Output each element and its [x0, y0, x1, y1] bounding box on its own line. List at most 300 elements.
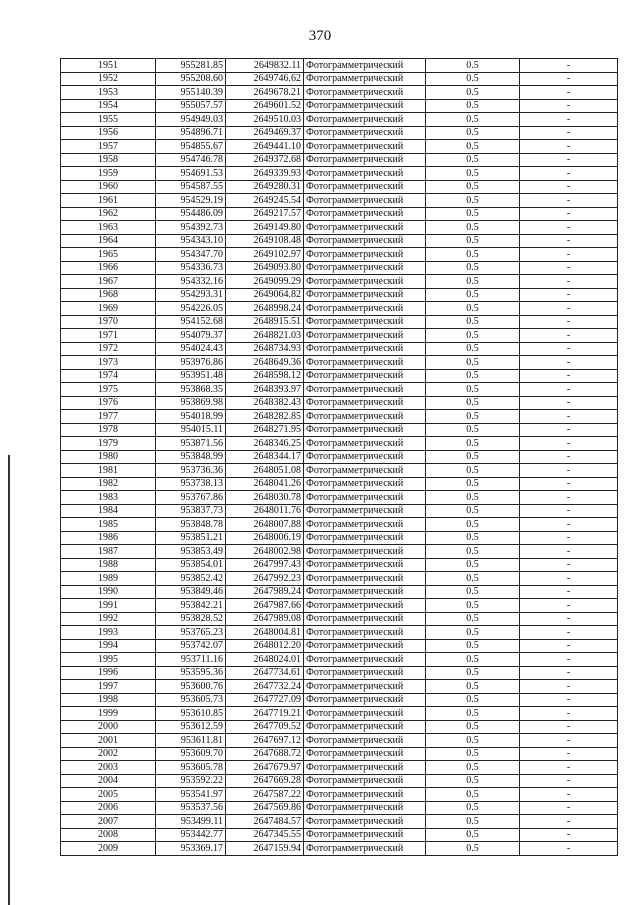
y-coordinate-cell: 2649093.80: [226, 261, 304, 275]
note-cell: -: [520, 626, 618, 640]
note-cell: -: [520, 761, 618, 775]
method-cell: Фотограмметрический: [304, 275, 426, 289]
note-cell: -: [520, 531, 618, 545]
precision-cell: 0.5: [426, 315, 520, 329]
table-row: [61, 788, 618, 802]
x-coordinate-cell: 953442.77: [156, 828, 226, 842]
precision-cell: 0.5: [426, 288, 520, 302]
precision-cell: 0.5: [426, 491, 520, 505]
note-cell: -: [520, 599, 618, 613]
point-number-cell: 1988: [61, 558, 156, 572]
x-coordinate-cell: 953736.36: [156, 464, 226, 478]
y-coordinate-cell: 2649372.68: [226, 153, 304, 167]
y-coordinate-cell: 2649245.54: [226, 194, 304, 208]
x-coordinate-cell: 953828.52: [156, 612, 226, 626]
note-cell: -: [520, 815, 618, 829]
table-row: [61, 207, 618, 221]
point-number-cell: 2005: [61, 788, 156, 802]
x-coordinate-cell: 953611.81: [156, 734, 226, 748]
precision-cell: 0.5: [426, 828, 520, 842]
method-cell: Фотограмметрический: [304, 167, 426, 181]
point-number-cell: 1959: [61, 167, 156, 181]
note-cell: -: [520, 477, 618, 491]
point-number-cell: 1977: [61, 410, 156, 424]
precision-cell: 0.5: [426, 680, 520, 694]
precision-cell: 0.5: [426, 275, 520, 289]
x-coordinate-cell: 953612.59: [156, 720, 226, 734]
method-cell: Фотограмметрический: [304, 477, 426, 491]
table-row: [61, 437, 618, 451]
note-cell: -: [520, 437, 618, 451]
method-cell: Фотограмметрический: [304, 774, 426, 788]
precision-cell: 0.5: [426, 558, 520, 572]
note-cell: -: [520, 329, 618, 343]
table-row: [61, 774, 618, 788]
x-coordinate-cell: 954529.19: [156, 194, 226, 208]
precision-cell: 0.5: [426, 747, 520, 761]
method-cell: Фотограмметрический: [304, 221, 426, 235]
x-coordinate-cell: 954746.78: [156, 153, 226, 167]
note-cell: -: [520, 113, 618, 127]
precision-cell: 0.5: [426, 788, 520, 802]
table-row: [61, 653, 618, 667]
point-number-cell: 1976: [61, 396, 156, 410]
precision-cell: 0.5: [426, 518, 520, 532]
precision-cell: 0.5: [426, 180, 520, 194]
precision-cell: 0.5: [426, 221, 520, 235]
x-coordinate-cell: 953600.76: [156, 680, 226, 694]
table-row: [61, 666, 618, 680]
table-row: [61, 234, 618, 248]
x-coordinate-cell: 954896.71: [156, 126, 226, 140]
y-coordinate-cell: 2649099.29: [226, 275, 304, 289]
table-row: [61, 72, 618, 86]
point-number-cell: 2000: [61, 720, 156, 734]
y-coordinate-cell: 2648598.12: [226, 369, 304, 383]
x-coordinate-cell: 953742.07: [156, 639, 226, 653]
table-row: [61, 612, 618, 626]
note-cell: -: [520, 612, 618, 626]
precision-cell: 0.5: [426, 477, 520, 491]
note-cell: -: [520, 450, 618, 464]
y-coordinate-cell: 2647719.21: [226, 707, 304, 721]
x-coordinate-cell: 955057.57: [156, 99, 226, 113]
table-row: [61, 707, 618, 721]
method-cell: Фотограмметрический: [304, 450, 426, 464]
note-cell: -: [520, 342, 618, 356]
precision-cell: 0.5: [426, 639, 520, 653]
method-cell: Фотограмметрический: [304, 288, 426, 302]
table-row: [61, 369, 618, 383]
point-number-cell: 1993: [61, 626, 156, 640]
x-coordinate-cell: 954392.73: [156, 221, 226, 235]
table-row: [61, 59, 618, 73]
point-number-cell: 2004: [61, 774, 156, 788]
x-coordinate-cell: 953871.56: [156, 437, 226, 451]
precision-cell: 0.5: [426, 126, 520, 140]
precision-cell: 0.5: [426, 329, 520, 343]
method-cell: Фотограмметрический: [304, 720, 426, 734]
precision-cell: 0.5: [426, 572, 520, 586]
y-coordinate-cell: 2647989.24: [226, 585, 304, 599]
table-row: [61, 180, 618, 194]
y-coordinate-cell: 2647727.09: [226, 693, 304, 707]
y-coordinate-cell: 2648915.51: [226, 315, 304, 329]
precision-cell: 0.5: [426, 140, 520, 154]
method-cell: Фотограмметрический: [304, 356, 426, 370]
table-row: [61, 140, 618, 154]
y-coordinate-cell: 2649469.37: [226, 126, 304, 140]
table-row: [61, 572, 618, 586]
method-cell: Фотограмметрический: [304, 248, 426, 262]
point-number-cell: 1955: [61, 113, 156, 127]
x-coordinate-cell: 954015.11: [156, 423, 226, 437]
page-number: 370: [308, 28, 332, 44]
note-cell: -: [520, 207, 618, 221]
method-cell: Фотограмметрический: [304, 99, 426, 113]
coordinates-table-body: [61, 59, 618, 856]
x-coordinate-cell: 954024.43: [156, 342, 226, 356]
note-cell: -: [520, 639, 618, 653]
table-row: [61, 261, 618, 275]
y-coordinate-cell: 2647992.23: [226, 572, 304, 586]
method-cell: Фотограмметрический: [304, 302, 426, 316]
note-cell: -: [520, 734, 618, 748]
note-cell: -: [520, 666, 618, 680]
x-coordinate-cell: 954691.53: [156, 167, 226, 181]
table-row: [61, 558, 618, 572]
precision-cell: 0.5: [426, 234, 520, 248]
method-cell: Фотограмметрический: [304, 680, 426, 694]
table-row: [61, 693, 618, 707]
precision-cell: 0.5: [426, 356, 520, 370]
table-row: [61, 288, 618, 302]
note-cell: -: [520, 99, 618, 113]
y-coordinate-cell: 2647669.28: [226, 774, 304, 788]
x-coordinate-cell: 953851.21: [156, 531, 226, 545]
y-coordinate-cell: 2648030.78: [226, 491, 304, 505]
note-cell: -: [520, 842, 618, 856]
precision-cell: 0.5: [426, 585, 520, 599]
precision-cell: 0.5: [426, 248, 520, 262]
y-coordinate-cell: 2647688.72: [226, 747, 304, 761]
table-row: [61, 815, 618, 829]
point-number-cell: 1954: [61, 99, 156, 113]
table-row: [61, 720, 618, 734]
x-coordinate-cell: 955140.39: [156, 86, 226, 100]
precision-cell: 0.5: [426, 86, 520, 100]
y-coordinate-cell: 2649064.82: [226, 288, 304, 302]
method-cell: Фотограмметрический: [304, 531, 426, 545]
note-cell: -: [520, 140, 618, 154]
x-coordinate-cell: 953605.73: [156, 693, 226, 707]
method-cell: Фотограмметрический: [304, 572, 426, 586]
table-row: [61, 126, 618, 140]
table-row: [61, 450, 618, 464]
table-row: [61, 275, 618, 289]
note-cell: -: [520, 288, 618, 302]
point-number-cell: 1998: [61, 693, 156, 707]
x-coordinate-cell: 954293.31: [156, 288, 226, 302]
precision-cell: 0.5: [426, 504, 520, 518]
table-row: [61, 396, 618, 410]
point-number-cell: 2003: [61, 761, 156, 775]
method-cell: Фотограмметрический: [304, 396, 426, 410]
y-coordinate-cell: 2647997.43: [226, 558, 304, 572]
precision-cell: 0.5: [426, 612, 520, 626]
table-row: [61, 383, 618, 397]
table-row: [61, 99, 618, 113]
point-number-cell: 2009: [61, 842, 156, 856]
x-coordinate-cell: 954486.09: [156, 207, 226, 221]
point-number-cell: 1983: [61, 491, 156, 505]
x-coordinate-cell: 953605.78: [156, 761, 226, 775]
method-cell: Фотограмметрический: [304, 828, 426, 842]
note-cell: -: [520, 518, 618, 532]
point-number-cell: 2002: [61, 747, 156, 761]
method-cell: Фотограмметрический: [304, 842, 426, 856]
table-row: [61, 599, 618, 613]
note-cell: -: [520, 693, 618, 707]
x-coordinate-cell: 953868.35: [156, 383, 226, 397]
method-cell: Фотограмметрический: [304, 518, 426, 532]
method-cell: Фотограмметрический: [304, 464, 426, 478]
precision-cell: 0.5: [426, 383, 520, 397]
precision-cell: 0.5: [426, 423, 520, 437]
note-cell: -: [520, 315, 618, 329]
x-coordinate-cell: 953848.78: [156, 518, 226, 532]
table-row: [61, 585, 618, 599]
table-row: [61, 356, 618, 370]
precision-cell: 0.5: [426, 761, 520, 775]
table-row: [61, 464, 618, 478]
x-coordinate-cell: 953848.99: [156, 450, 226, 464]
x-coordinate-cell: 954336.73: [156, 261, 226, 275]
method-cell: Фотограмметрический: [304, 72, 426, 86]
x-coordinate-cell: 954587.55: [156, 180, 226, 194]
y-coordinate-cell: 2648006.19: [226, 531, 304, 545]
table-row: [61, 113, 618, 127]
precision-cell: 0.5: [426, 59, 520, 73]
x-coordinate-cell: 953541.97: [156, 788, 226, 802]
y-coordinate-cell: 2648011.76: [226, 504, 304, 518]
y-coordinate-cell: 2647345.55: [226, 828, 304, 842]
note-cell: -: [520, 545, 618, 559]
note-cell: -: [520, 504, 618, 518]
point-number-cell: 1974: [61, 369, 156, 383]
table-row: [61, 153, 618, 167]
x-coordinate-cell: 953842.21: [156, 599, 226, 613]
table-row: [61, 86, 618, 100]
method-cell: Фотограмметрический: [304, 410, 426, 424]
method-cell: Фотограмметрический: [304, 788, 426, 802]
precision-cell: 0.5: [426, 261, 520, 275]
point-number-cell: 1973: [61, 356, 156, 370]
method-cell: Фотограмметрический: [304, 545, 426, 559]
x-coordinate-cell: 953592.22: [156, 774, 226, 788]
y-coordinate-cell: 2647732.24: [226, 680, 304, 694]
table-row: [61, 167, 618, 181]
x-coordinate-cell: 953609.70: [156, 747, 226, 761]
x-coordinate-cell: 954343.10: [156, 234, 226, 248]
method-cell: Фотограмметрический: [304, 113, 426, 127]
y-coordinate-cell: 2647709.52: [226, 720, 304, 734]
y-coordinate-cell: 2647679.97: [226, 761, 304, 775]
y-coordinate-cell: 2649441.10: [226, 140, 304, 154]
y-coordinate-cell: 2649339.93: [226, 167, 304, 181]
y-coordinate-cell: 2648002.98: [226, 545, 304, 559]
method-cell: Фотограмметрический: [304, 153, 426, 167]
precision-cell: 0.5: [426, 410, 520, 424]
table-row: [61, 423, 618, 437]
x-coordinate-cell: 953837.73: [156, 504, 226, 518]
note-cell: -: [520, 194, 618, 208]
precision-cell: 0.5: [426, 437, 520, 451]
precision-cell: 0.5: [426, 653, 520, 667]
precision-cell: 0.5: [426, 734, 520, 748]
method-cell: Фотограмметрический: [304, 815, 426, 829]
note-cell: -: [520, 86, 618, 100]
method-cell: Фотограмметрический: [304, 180, 426, 194]
point-number-cell: 1992: [61, 612, 156, 626]
point-number-cell: 1995: [61, 653, 156, 667]
x-coordinate-cell: 953765.23: [156, 626, 226, 640]
point-number-cell: 1966: [61, 261, 156, 275]
point-number-cell: 1956: [61, 126, 156, 140]
note-cell: -: [520, 126, 618, 140]
method-cell: Фотограмметрический: [304, 612, 426, 626]
precision-cell: 0.5: [426, 113, 520, 127]
note-cell: -: [520, 180, 618, 194]
table-row: [61, 491, 618, 505]
y-coordinate-cell: 2648821.03: [226, 329, 304, 343]
y-coordinate-cell: 2648007.88: [226, 518, 304, 532]
method-cell: Фотограмметрический: [304, 86, 426, 100]
y-coordinate-cell: 2649217.57: [226, 207, 304, 221]
precision-cell: 0.5: [426, 531, 520, 545]
note-cell: -: [520, 410, 618, 424]
table-row: [61, 477, 618, 491]
x-coordinate-cell: 955208.60: [156, 72, 226, 86]
point-number-cell: 1965: [61, 248, 156, 262]
y-coordinate-cell: 2649832.11: [226, 59, 304, 73]
note-cell: -: [520, 234, 618, 248]
x-coordinate-cell: 954855.67: [156, 140, 226, 154]
table-row: [61, 545, 618, 559]
precision-cell: 0.5: [426, 99, 520, 113]
table-row: [61, 531, 618, 545]
table-row: [61, 842, 618, 856]
note-cell: -: [520, 369, 618, 383]
y-coordinate-cell: 2648282.85: [226, 410, 304, 424]
table-row: [61, 626, 618, 640]
point-number-cell: 1979: [61, 437, 156, 451]
method-cell: Фотограмметрический: [304, 653, 426, 667]
point-number-cell: 2007: [61, 815, 156, 829]
note-cell: -: [520, 383, 618, 397]
method-cell: Фотограмметрический: [304, 707, 426, 721]
method-cell: Фотограмметрический: [304, 140, 426, 154]
y-coordinate-cell: 2647697.12: [226, 734, 304, 748]
y-coordinate-cell: 2648346.25: [226, 437, 304, 451]
point-number-cell: 1958: [61, 153, 156, 167]
x-coordinate-cell: 954152.68: [156, 315, 226, 329]
x-coordinate-cell: 953369.17: [156, 842, 226, 856]
precision-cell: 0.5: [426, 545, 520, 559]
point-number-cell: 1994: [61, 639, 156, 653]
table-row: [61, 801, 618, 815]
y-coordinate-cell: 2648344.17: [226, 450, 304, 464]
note-cell: -: [520, 261, 618, 275]
point-number-cell: 1951: [61, 59, 156, 73]
point-number-cell: 1980: [61, 450, 156, 464]
precision-cell: 0.5: [426, 207, 520, 221]
note-cell: -: [520, 464, 618, 478]
method-cell: Фотограмметрический: [304, 126, 426, 140]
point-number-cell: 1987: [61, 545, 156, 559]
method-cell: Фотограмметрический: [304, 383, 426, 397]
x-coordinate-cell: 954018.99: [156, 410, 226, 424]
point-number-cell: 1986: [61, 531, 156, 545]
method-cell: Фотограмметрический: [304, 491, 426, 505]
point-number-cell: 1961: [61, 194, 156, 208]
precision-cell: 0.5: [426, 693, 520, 707]
y-coordinate-cell: 2648271.95: [226, 423, 304, 437]
y-coordinate-cell: 2648012.20: [226, 639, 304, 653]
point-number-cell: 1969: [61, 302, 156, 316]
point-number-cell: 1953: [61, 86, 156, 100]
note-cell: -: [520, 153, 618, 167]
y-coordinate-cell: 2649280.31: [226, 180, 304, 194]
x-coordinate-cell: 953852.42: [156, 572, 226, 586]
method-cell: Фотограмметрический: [304, 626, 426, 640]
point-number-cell: 1981: [61, 464, 156, 478]
point-number-cell: 1990: [61, 585, 156, 599]
note-cell: -: [520, 558, 618, 572]
y-coordinate-cell: 2649601.52: [226, 99, 304, 113]
precision-cell: 0.5: [426, 464, 520, 478]
precision-cell: 0.5: [426, 801, 520, 815]
method-cell: Фотограмметрический: [304, 423, 426, 437]
method-cell: Фотограмметрический: [304, 261, 426, 275]
point-number-cell: 1978: [61, 423, 156, 437]
table-row: [61, 248, 618, 262]
point-number-cell: 1957: [61, 140, 156, 154]
x-coordinate-cell: 953976.86: [156, 356, 226, 370]
method-cell: Фотограмметрический: [304, 315, 426, 329]
method-cell: Фотограмметрический: [304, 585, 426, 599]
table-row: [61, 315, 618, 329]
precision-cell: 0.5: [426, 153, 520, 167]
precision-cell: 0.5: [426, 842, 520, 856]
precision-cell: 0.5: [426, 342, 520, 356]
point-number-cell: 1989: [61, 572, 156, 586]
note-cell: -: [520, 572, 618, 586]
method-cell: Фотограмметрический: [304, 761, 426, 775]
method-cell: Фотограмметрический: [304, 801, 426, 815]
note-cell: -: [520, 221, 618, 235]
note-cell: -: [520, 720, 618, 734]
point-number-cell: 1999: [61, 707, 156, 721]
y-coordinate-cell: 2648382.43: [226, 396, 304, 410]
point-number-cell: 1968: [61, 288, 156, 302]
note-cell: -: [520, 167, 618, 181]
x-coordinate-cell: 954079.37: [156, 329, 226, 343]
point-number-cell: 2001: [61, 734, 156, 748]
y-coordinate-cell: 2647734.61: [226, 666, 304, 680]
note-cell: -: [520, 59, 618, 73]
point-number-cell: 1991: [61, 599, 156, 613]
